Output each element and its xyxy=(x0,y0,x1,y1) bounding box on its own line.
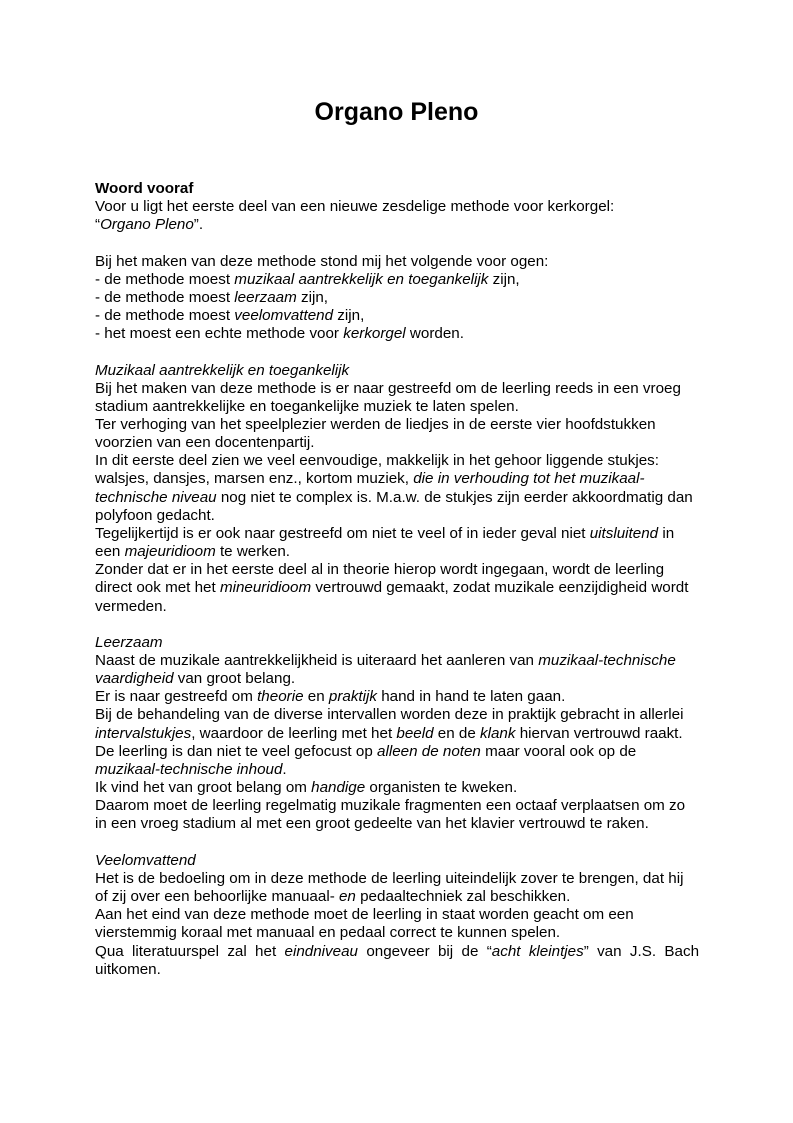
emphasis-text: praktijk xyxy=(328,688,377,706)
emphasis-text: acht kleintjes xyxy=(491,942,584,960)
paragraph xyxy=(95,198,699,216)
paragraph xyxy=(95,870,699,906)
text-run: Bij het maken van deze methode is er naar gestreefd om de leerling reeds in een vroeg stadium aantrekkelijke en toegankelijke muziek te laten spelen. xyxy=(95,379,681,415)
paragraph xyxy=(95,180,699,198)
paragraph xyxy=(95,416,699,452)
text-run: Daarom moet de leerling regelmatig muzikale fragmenten een octaaf verplaatsen om zo in een vroeg stadium al met een groot gedeelte van het klavier vertrouwd te raken. xyxy=(95,797,686,833)
text-run: nog niet te complex is. M.a.w. de stukjes zijn eerder akkoordmatig dan polyfoon gedacht. xyxy=(95,488,693,524)
emphasis-text: klank xyxy=(480,724,516,742)
text-run: Naast de muzikale aantrekkelijkheid is uiteraard het aanleren van xyxy=(95,652,539,670)
text-run: worden. xyxy=(405,325,464,343)
emphasis-text: veelomvattend xyxy=(234,307,334,325)
paragraph xyxy=(95,706,699,742)
paragraph xyxy=(95,525,699,561)
document-title: Organo Pleno xyxy=(314,98,479,126)
emphasis-text: Veelomvattend xyxy=(95,851,196,869)
text-run: Het is de bedoeling om in deze methode de leerling uiteindelijk zover te brengen, dat hij of zij over een behoorlijke manuaal- xyxy=(95,869,684,906)
emphasis-text: kerkorgel xyxy=(343,325,406,343)
emphasis-text: beeld xyxy=(396,724,434,742)
emphasis-text: muzikaal-technische inhoud xyxy=(95,760,283,778)
paragraph xyxy=(95,688,699,706)
emphasis-text: mineuridioom xyxy=(219,579,312,597)
text-run: In dit eerste deel zien we veel eenvoudige, makkelijk in het gehoor liggende stukjes: walsjes, dansjes, marsen enz., kortom muziek, xyxy=(95,452,659,488)
text-run: in een xyxy=(95,524,675,561)
text-run: en de xyxy=(433,724,481,742)
emphasis-text: majeuridioom xyxy=(124,543,216,561)
text-run: en xyxy=(303,688,329,706)
text-run: Tegelijkertijd is er ook naar gestreefd om niet te veel of in ieder geval niet xyxy=(95,524,590,542)
text-run: “ xyxy=(95,216,101,234)
text-run: zijn, xyxy=(333,307,365,325)
text-run: - het moest een echte methode voor xyxy=(95,325,344,343)
text-run: De leerling is dan niet te veel gefocust op xyxy=(95,742,377,760)
text-run: Zonder dat er in het eerste deel al in theorie hierop wordt ingegaan, wordt de leerling direct ook met het xyxy=(95,561,665,597)
emphasis-text: uitsluitend xyxy=(589,524,659,542)
text-run: Aan het eind van deze methode moet de leerling in staat worden geacht om een vierstemmig koraal met manuaal en pedaal correct te kunnen spelen. xyxy=(95,906,634,942)
emphasis-text: en xyxy=(338,888,356,906)
text-run: ” van J.S. Bach uitkomen. xyxy=(95,942,700,978)
section-heading-text: Woord vooraf xyxy=(95,180,194,197)
paragraph xyxy=(95,634,699,652)
emphasis-text: alleen de noten xyxy=(377,742,481,760)
emphasis-text: Muzikaal aantrekkelijk en toegankelijk xyxy=(95,361,350,379)
text-run: - de methode moest xyxy=(95,288,235,306)
text-run: Ter verhoging van het speelplezier werden de liedjes in de eerste vier hoofdstukken voorzien van een docentenpartij. xyxy=(95,416,656,452)
emphasis-text: muzikaal aantrekkelijk en toegankelijk xyxy=(234,270,489,288)
text-run: ”. xyxy=(193,216,204,234)
text-run: organisten te kweken. xyxy=(365,779,518,797)
paragraph xyxy=(95,797,699,833)
paragraph xyxy=(95,943,699,979)
text-run: Bij de behandeling van de diverse intervallen worden deze in praktijk gebracht in allerlei xyxy=(95,706,684,724)
text-run: vertrouwd gemaakt, zodat muzikale eenzijdigheid wordt vermeden. xyxy=(95,579,689,615)
paragraph xyxy=(95,216,699,234)
emphasis-text: die in verhouding tot het muzikaal-technische niveau xyxy=(95,470,645,506)
text-run: te werken. xyxy=(215,543,291,561)
paragraph xyxy=(95,906,699,942)
emphasis-text: Organo Pleno xyxy=(100,216,194,234)
text-run: . xyxy=(282,760,287,778)
text-run: zijn, xyxy=(296,288,328,306)
paragraph-spacer xyxy=(95,343,699,361)
text-run: Er is naar gestreefd om xyxy=(95,688,258,706)
paragraph xyxy=(95,253,699,271)
paragraph xyxy=(95,743,699,779)
paragraph-spacer xyxy=(95,834,699,852)
document-body xyxy=(95,180,699,979)
text-run: van groot belang. xyxy=(173,670,296,688)
paragraph xyxy=(95,362,699,380)
paragraph xyxy=(95,307,699,325)
emphasis-text: muzikaal-technische vaardigheid xyxy=(95,652,676,688)
text-run: - de methode moest xyxy=(95,307,235,325)
text-run: ongeveer bij de “ xyxy=(357,942,492,960)
text-run: maar vooral ook op de xyxy=(480,742,637,760)
paragraph xyxy=(95,271,699,289)
text-run: Bij het maken van deze methode stond mij het volgende voor ogen: xyxy=(95,252,549,270)
paragraph xyxy=(95,779,699,797)
paragraph xyxy=(95,325,699,343)
paragraph xyxy=(95,289,699,307)
paragraph xyxy=(95,452,699,525)
text-run: Voor u ligt het eerste deel van een nieuwe zesdelige methode voor kerkorgel: xyxy=(95,198,615,216)
emphasis-text: eindniveau xyxy=(284,942,358,960)
text-run: , waardoor de leerling met het xyxy=(191,724,397,742)
emphasis-text: Leerzaam xyxy=(95,633,163,651)
paragraph-spacer xyxy=(95,616,699,634)
emphasis-text: handige xyxy=(311,779,366,797)
paragraph xyxy=(95,561,699,615)
paragraph xyxy=(95,380,699,416)
text-run: Qua literatuurspel zal het xyxy=(95,942,285,960)
emphasis-text: leerzaam xyxy=(234,288,297,306)
text-run: pedaaltechniek zal beschikken. xyxy=(355,888,571,906)
text-run: hiervan vertrouwd raakt. xyxy=(515,724,683,742)
text-run: hand in hand te laten gaan. xyxy=(376,688,566,706)
text-run: - de methode moest xyxy=(95,270,235,288)
paragraph xyxy=(95,652,699,688)
paragraph xyxy=(95,852,699,870)
paragraph-spacer xyxy=(95,234,699,252)
text-run: Ik vind het van groot belang om xyxy=(95,779,312,797)
text-run: zijn, xyxy=(488,270,520,288)
emphasis-text: theorie xyxy=(257,688,304,706)
emphasis-text: intervalstukjes xyxy=(95,724,192,742)
